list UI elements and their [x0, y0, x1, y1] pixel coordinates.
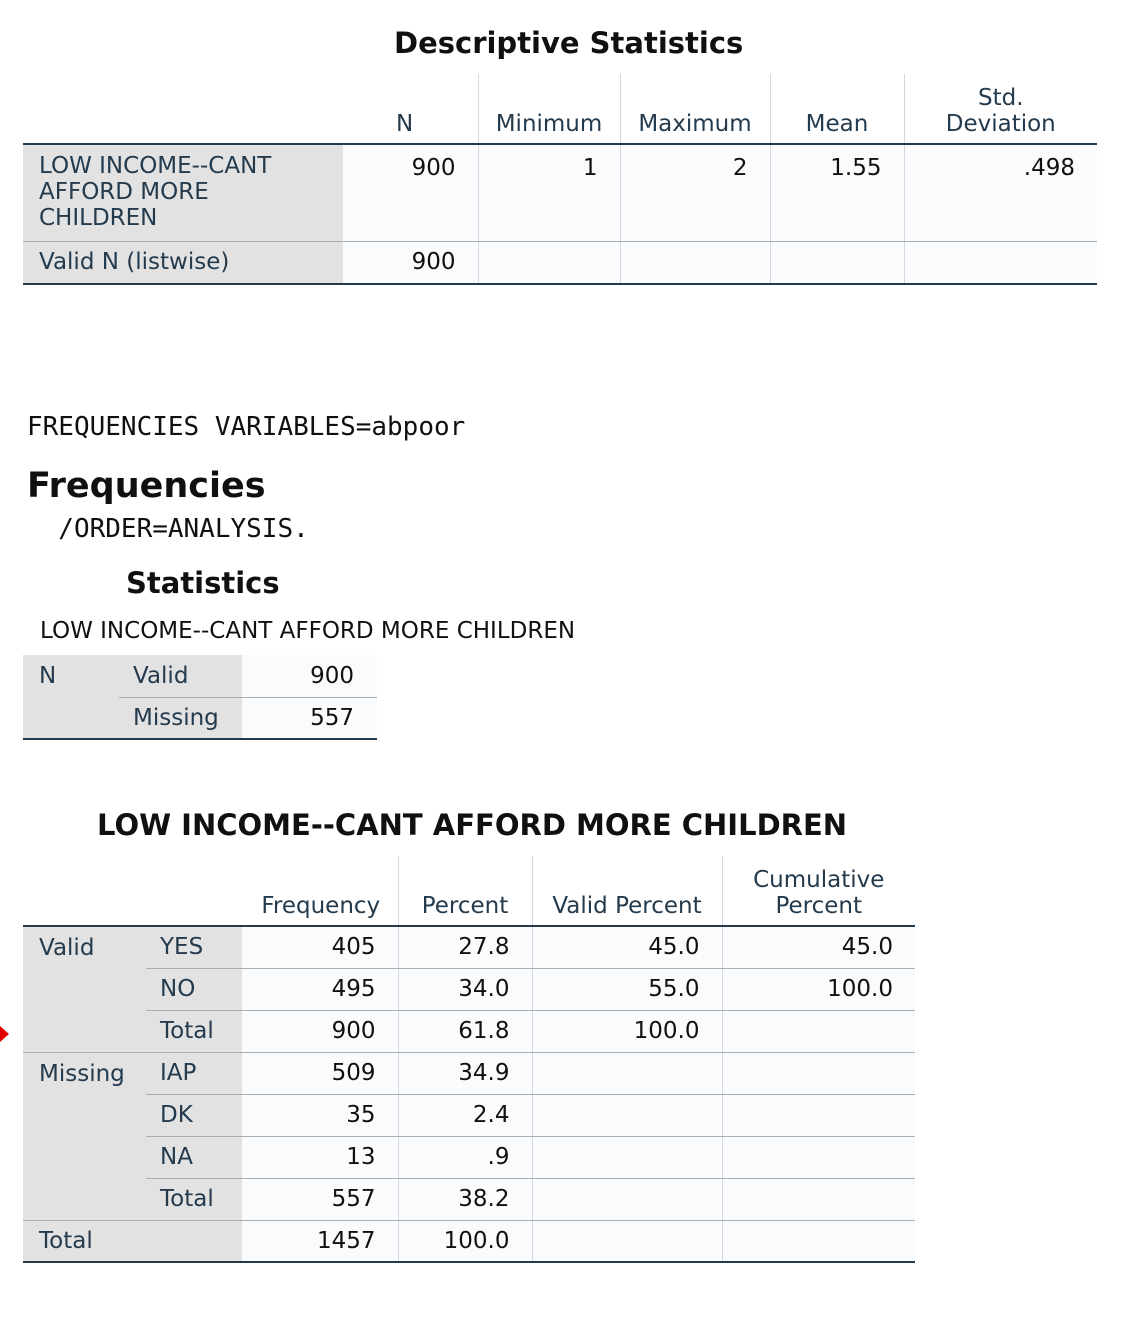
cell-mean: 1.55 [770, 144, 904, 241]
row-label-low-income: LOW INCOME--CANT AFFORD MORE CHILDREN [23, 144, 343, 241]
descriptive-statistics-table [23, 74, 1097, 285]
row-label: NA [146, 1136, 242, 1178]
cell-valid-percent: 45.0 [532, 926, 722, 968]
header-percent: Percent [398, 856, 532, 926]
group-label-valid: Valid [23, 926, 146, 1052]
cell-valid-n: 900 [343, 241, 478, 284]
cell-minimum: 1 [478, 144, 620, 241]
row-label: IAP [146, 1052, 242, 1094]
cell-valid-percent [532, 1220, 722, 1262]
header-cum-line2: Percent [775, 893, 863, 919]
statistics-table [23, 655, 377, 740]
cell-cumulative-percent: 100.0 [722, 968, 915, 1010]
syntax-line-1: FREQUENCIES VARIABLES=abpoor [27, 412, 466, 442]
cell-std-deviation: .498 [904, 144, 1097, 241]
cell-valid-percent: 55.0 [532, 968, 722, 1010]
statistics-title: Statistics [126, 566, 280, 600]
statistics-subtitle: LOW INCOME--CANT AFFORD MORE CHILDREN [40, 618, 576, 644]
cell-cumulative-percent: 45.0 [722, 926, 915, 968]
cell-percent: 100.0 [398, 1220, 532, 1262]
cell-valid-percent [532, 1052, 722, 1094]
frequency-table-title: LOW INCOME--CANT AFFORD MORE CHILDREN [97, 808, 848, 842]
header-valid-percent: Valid Percent [532, 856, 722, 926]
cell-frequency: 35 [242, 1094, 398, 1136]
header-maximum: Maximum [620, 74, 770, 144]
cell-valid-percent: 100.0 [532, 1010, 722, 1052]
header-cumulative-percent [722, 856, 915, 926]
cell-valid-percent [532, 1094, 722, 1136]
cell-percent: 38.2 [398, 1178, 532, 1220]
header-cum-line1: Cumulative [753, 867, 885, 893]
cell-valid-percent [532, 1136, 722, 1178]
empty-cell [478, 241, 620, 284]
header-minimum: Minimum [478, 74, 620, 144]
cell-frequency: 495 [242, 968, 398, 1010]
corner-cell [23, 856, 242, 926]
header-n: N [396, 111, 414, 137]
cell-cumulative-percent [722, 1220, 915, 1262]
stats-n-label: N [23, 655, 119, 739]
header-mean: Mean [770, 74, 904, 144]
cell-frequency: 557 [242, 1178, 398, 1220]
syntax-line-2: /ORDER=ANALYSIS. [27, 514, 309, 544]
frequency-table [23, 856, 915, 1263]
header-std-line1: Std. [977, 85, 1024, 111]
cell-percent: 34.0 [398, 968, 532, 1010]
header-frequency: Frequency [261, 893, 381, 919]
cell-frequency: 509 [242, 1052, 398, 1094]
group-label-missing: Missing [23, 1052, 146, 1220]
row-label-valid-n: Valid N (listwise) [23, 241, 343, 284]
row-label: DK [146, 1094, 242, 1136]
stats-valid-value: 900 [242, 655, 377, 697]
empty-cell [770, 241, 904, 284]
header-std-line2: Deviation [945, 111, 1056, 137]
stats-missing-label: Missing [119, 697, 242, 739]
cell-frequency: 405 [242, 926, 398, 968]
cell-cumulative-percent [722, 1178, 915, 1220]
cell-n: 900 [343, 144, 478, 241]
cell-percent: 27.8 [398, 926, 532, 968]
cell-cumulative-percent [722, 1136, 915, 1178]
frequencies-heading: Frequencies [27, 466, 266, 506]
row-label: Total [146, 1178, 242, 1220]
cell-frequency: 900 [242, 1010, 398, 1052]
cell-frequency: 13 [242, 1136, 398, 1178]
group-label-total: Total [23, 1220, 242, 1262]
syntax-block [27, 342, 465, 580]
empty-cell [904, 241, 1097, 284]
row-label: Total [146, 1010, 242, 1052]
cell-valid-percent [532, 1178, 722, 1220]
row-label: YES [146, 926, 242, 968]
cell-cumulative-percent [722, 1010, 915, 1052]
cell-frequency: 1457 [242, 1220, 398, 1262]
descriptive-statistics-title: Descriptive Statistics [394, 26, 744, 60]
cell-cumulative-percent [722, 1094, 915, 1136]
cell-cumulative-percent [722, 1052, 915, 1094]
cell-percent: 61.8 [398, 1010, 532, 1052]
row-marker-icon [0, 1026, 9, 1042]
stats-valid-label: Valid [119, 655, 242, 697]
corner-cell [23, 74, 343, 144]
cell-percent: .9 [398, 1136, 532, 1178]
header-std-deviation [904, 74, 1097, 144]
row-label: NO [146, 968, 242, 1010]
cell-percent: 34.9 [398, 1052, 532, 1094]
cell-percent: 2.4 [398, 1094, 532, 1136]
empty-cell [620, 241, 770, 284]
cell-maximum: 2 [620, 144, 770, 241]
stats-missing-value: 557 [242, 697, 377, 739]
